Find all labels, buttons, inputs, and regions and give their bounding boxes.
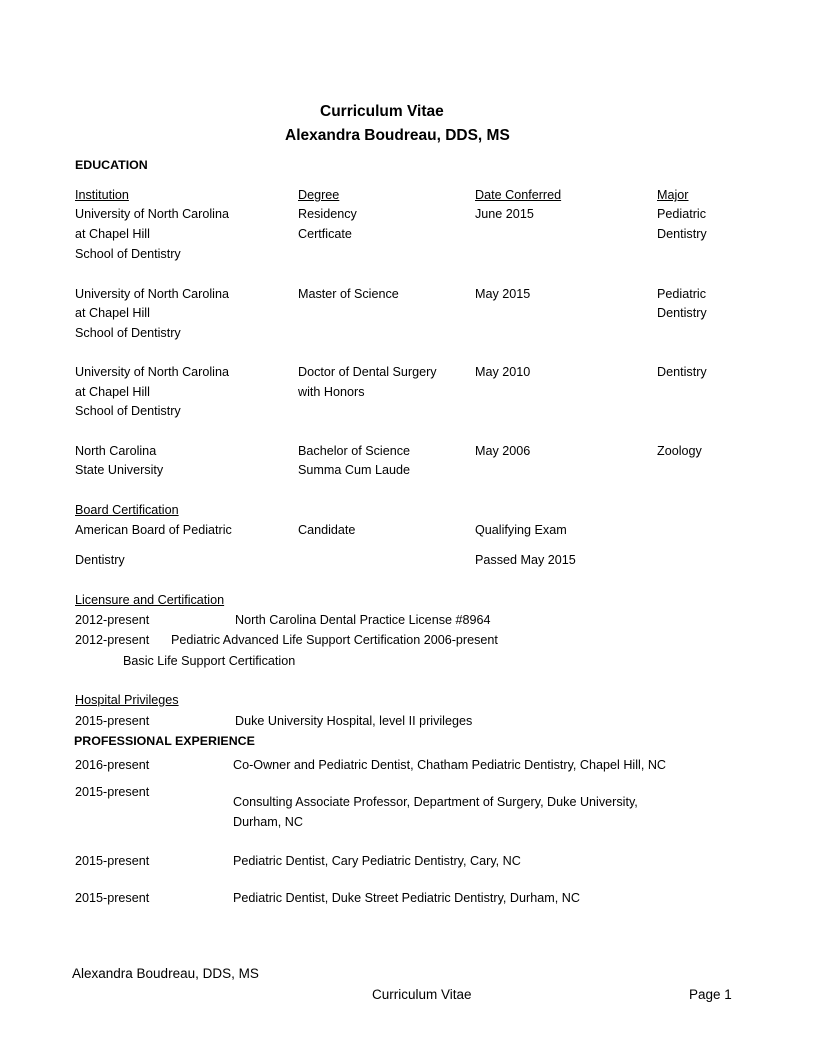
- footer-name: Alexandra Boudreau, DDS, MS: [72, 966, 259, 981]
- experience-heading: PROFESSIONAL EXPERIENCE: [74, 734, 255, 748]
- board-exam: Qualifying Exam: [475, 523, 567, 537]
- edu4-date: May 2006: [475, 444, 531, 458]
- board-name-line1: American Board of Pediatric: [75, 523, 232, 537]
- edu3-institution-line2: at Chapel Hill: [75, 385, 150, 399]
- document-title: Curriculum Vitae: [320, 103, 444, 120]
- exp4-date: 2015-present: [75, 891, 150, 905]
- licensure-heading: Licensure and Certification: [75, 593, 225, 607]
- board-name-line2: Dentistry: [75, 553, 125, 567]
- edu1-major-line1: Pediatric: [657, 207, 706, 221]
- exp4-line1: Pediatric Dentist, Duke Street Pediatric Dentistry, Durham, NC: [233, 891, 580, 905]
- edu3-date: May 2010: [475, 365, 531, 379]
- licensure2-text: Pediatric Advanced Life Support Certification 2006-present: [171, 633, 498, 647]
- edu1-degree-line2: Certficate: [298, 227, 352, 241]
- edu1-institution-line1: University of North Carolina: [75, 207, 229, 221]
- page-number: Page 1: [689, 987, 732, 1002]
- column-header-date: Date Conferred: [475, 188, 562, 202]
- footer-title: Curriculum Vitae: [372, 987, 472, 1002]
- exp3-line1: Pediatric Dentist, Cary Pediatric Dentistry, Cary, NC: [233, 854, 521, 868]
- edu1-institution-line2: at Chapel Hill: [75, 227, 150, 241]
- edu2-institution-line1: University of North Carolina: [75, 287, 229, 301]
- licensure2-date: 2012-present: [75, 633, 150, 647]
- edu1-major-line2: Dentistry: [657, 227, 707, 241]
- licensure-extra: Basic Life Support Certification: [123, 654, 296, 668]
- edu2-institution-line2: at Chapel Hill: [75, 306, 150, 320]
- edu2-date: May 2015: [475, 287, 531, 301]
- edu4-major-line1: Zoology: [657, 444, 702, 458]
- education-heading: EDUCATION: [75, 158, 148, 172]
- board-heading: Board Certification: [75, 503, 179, 517]
- edu2-major-line2: Dentistry: [657, 306, 707, 320]
- exp2-line1: Consulting Associate Professor, Department of Surgery, Duke University,: [233, 795, 638, 809]
- edu3-degree-line2: with Honors: [298, 385, 365, 399]
- edu4-institution-line1: North Carolina: [75, 444, 157, 458]
- exp1-date: 2016-present: [75, 758, 150, 772]
- edu2-major-line1: Pediatric: [657, 287, 706, 301]
- edu2-degree-line1: Master of Science: [298, 287, 399, 301]
- edu3-degree-line1: Doctor of Dental Surgery: [298, 365, 437, 379]
- exp2-line2: Durham, NC: [233, 815, 303, 829]
- board-status: Candidate: [298, 523, 356, 537]
- edu1-degree-line1: Residency: [298, 207, 357, 221]
- exp2-date: 2015-present: [75, 785, 150, 799]
- edu3-major-line1: Dentistry: [657, 365, 707, 379]
- edu4-institution-line2: State University: [75, 463, 164, 477]
- hospital-date: 2015-present: [75, 714, 150, 728]
- exp1-line1: Co-Owner and Pediatric Dentist, Chatham Pediatric Dentistry, Chapel Hill, NC: [233, 758, 667, 772]
- hospital-heading: Hospital Privileges: [75, 693, 179, 707]
- column-header-degree: Degree: [298, 188, 340, 202]
- edu3-institution-line3: School of Dentistry: [75, 404, 181, 418]
- board-passed: Passed May 2015: [475, 553, 576, 567]
- hospital-text: Duke University Hospital, level II privileges: [235, 714, 473, 728]
- edu4-degree-line2: Summa Cum Laude: [298, 463, 410, 477]
- edu1-institution-line3: School of Dentistry: [75, 247, 181, 261]
- edu1-date: June 2015: [475, 207, 534, 221]
- licensure1-text: North Carolina Dental Practice License #8964: [235, 613, 491, 627]
- licensure1-date: 2012-present: [75, 613, 150, 627]
- edu2-institution-line3: School of Dentistry: [75, 326, 181, 340]
- column-header-major: Major: [657, 188, 689, 202]
- author-name: Alexandra Boudreau, DDS, MS: [285, 127, 510, 144]
- column-header-institution: Institution: [75, 188, 129, 202]
- edu3-institution-line1: University of North Carolina: [75, 365, 229, 379]
- exp3-date: 2015-present: [75, 854, 150, 868]
- edu4-degree-line1: Bachelor of Science: [298, 444, 411, 458]
